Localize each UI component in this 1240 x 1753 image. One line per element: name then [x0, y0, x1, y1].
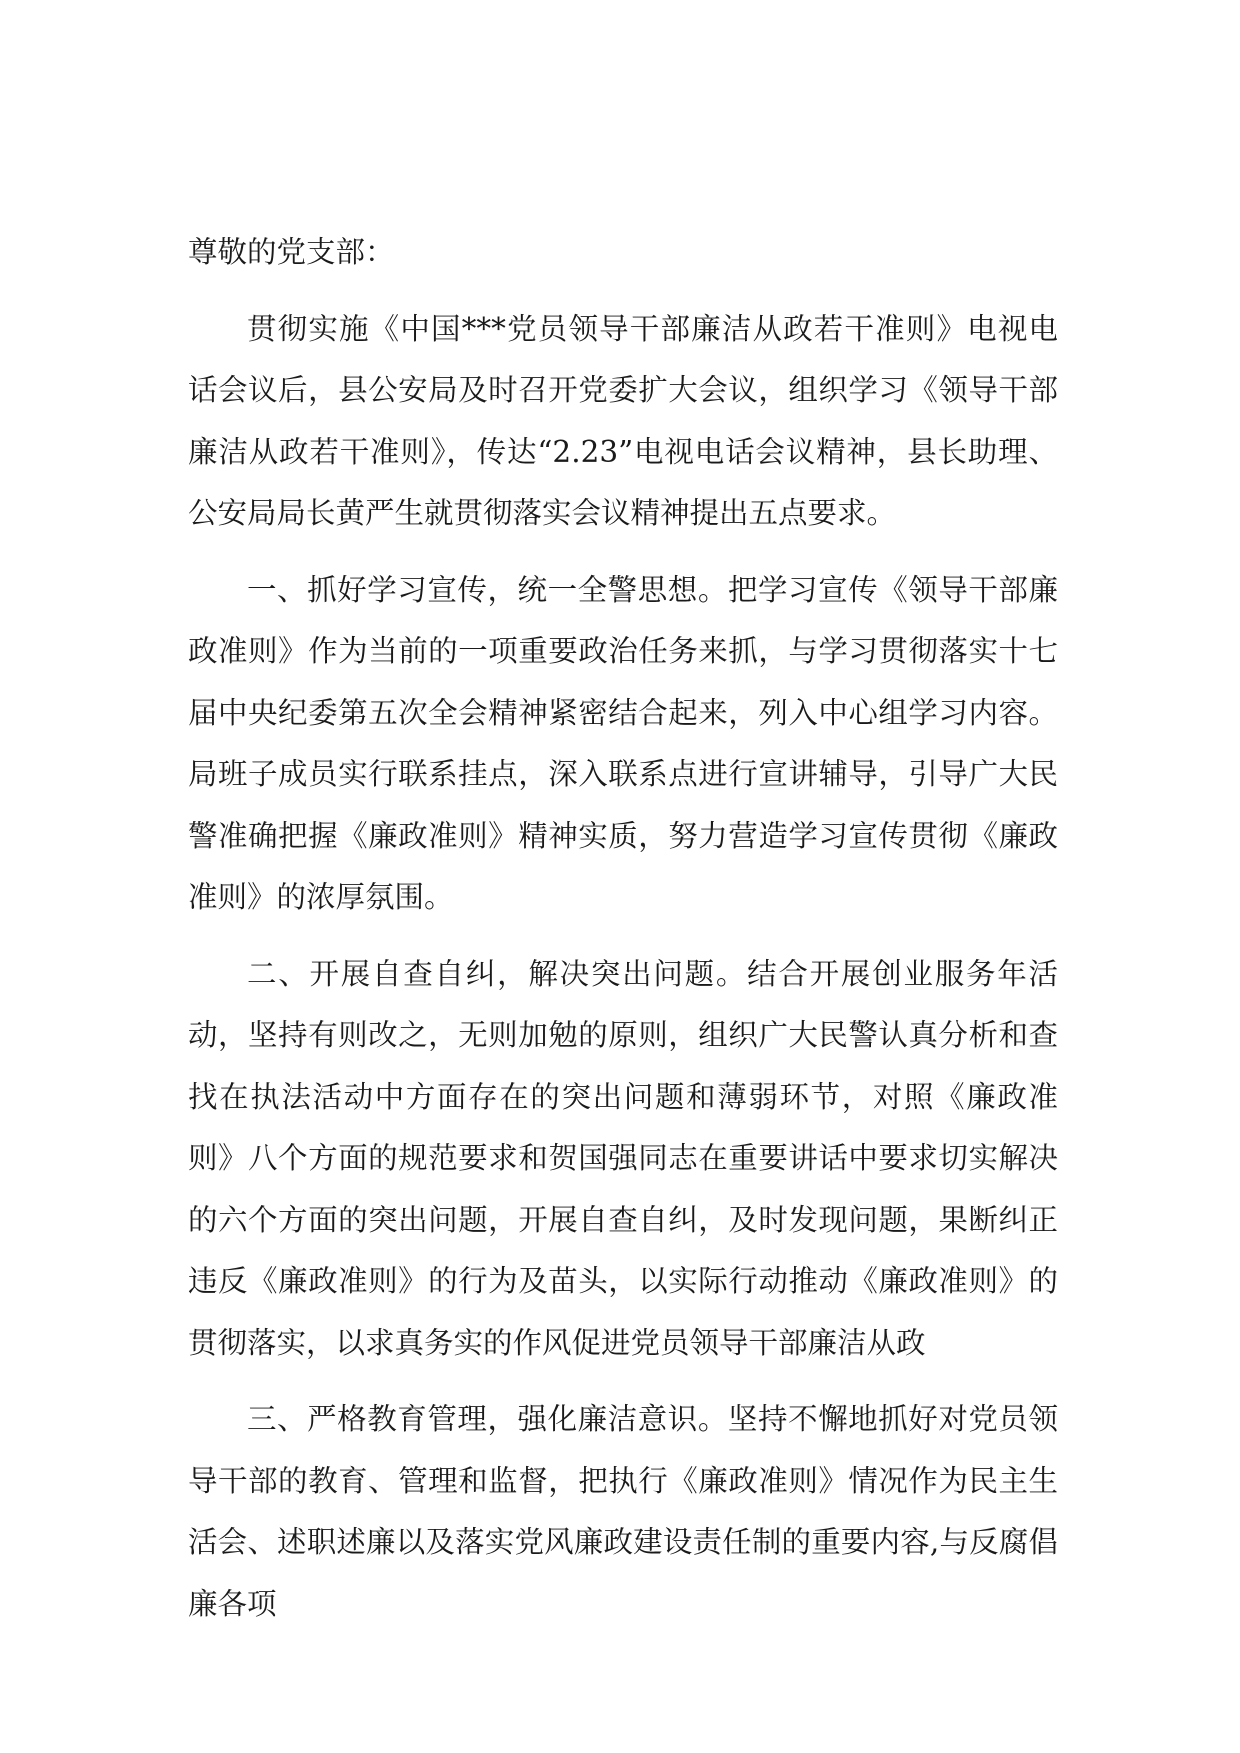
paragraph-point-three: 三、严格教育管理，强化廉洁意识。坚持不懈地抓好对党员领导干部的教育、管理和监督，把执行《廉政准则》情况作为民主生活会、述职述廉以及落实党风廉政建设责任制的重要内容,与反腐倡廉各项: [188, 1402, 1058, 1621]
paragraph-intro: 贯彻实施《中国***党员领导干部廉洁从政若干准则》电视电话会议后，县公安局及时召开党委扩大会议，组织学习《领导干部廉洁从政若干准则》，传达“2.23”电视电话会议精神，县长助理、公安局局长黄严生就贯彻落实会议精神提出五点要求。: [188, 311, 1058, 530]
document-body: [188, 222, 1058, 1650]
paragraph-point-one: 一、抓好学习宣传，统一全警思想。把学习宣传《领导干部廉政准则》作为当前的一项重要政治任务来抓，与学习贯彻落实十七届中央纪委第五次全会精神紧密结合起来，列入中心组学习内容。局班子成员实行联系挂点，深入联系点进行宣讲辅导，引导广大民警准确把握《廉政准则》精神实质，努力营造学习宣传贯彻《廉政准则》的浓厚氛围。: [188, 572, 1058, 914]
paragraph-point-two: 二、开展自查自纠，解决突出问题。结合开展创业服务年活动，坚持有则改之，无则加勉的原则，组织广大民警认真分析和查找在执法活动中方面存在的突出问题和薄弱环节，对照《廉政准则》八个方面的规范要求和贺国强同志在重要讲话中要求切实解决的六个方面的突出问题，开展自查自纠，及时发现问题，果断纠正违反《廉政准则》的行为及苗头，以实际行动推动《廉政准则》的贯彻落实，以求真务实的作风促进党员领导干部廉洁从政: [188, 956, 1058, 1360]
salutation: 尊敬的党支部：: [188, 235, 395, 269]
